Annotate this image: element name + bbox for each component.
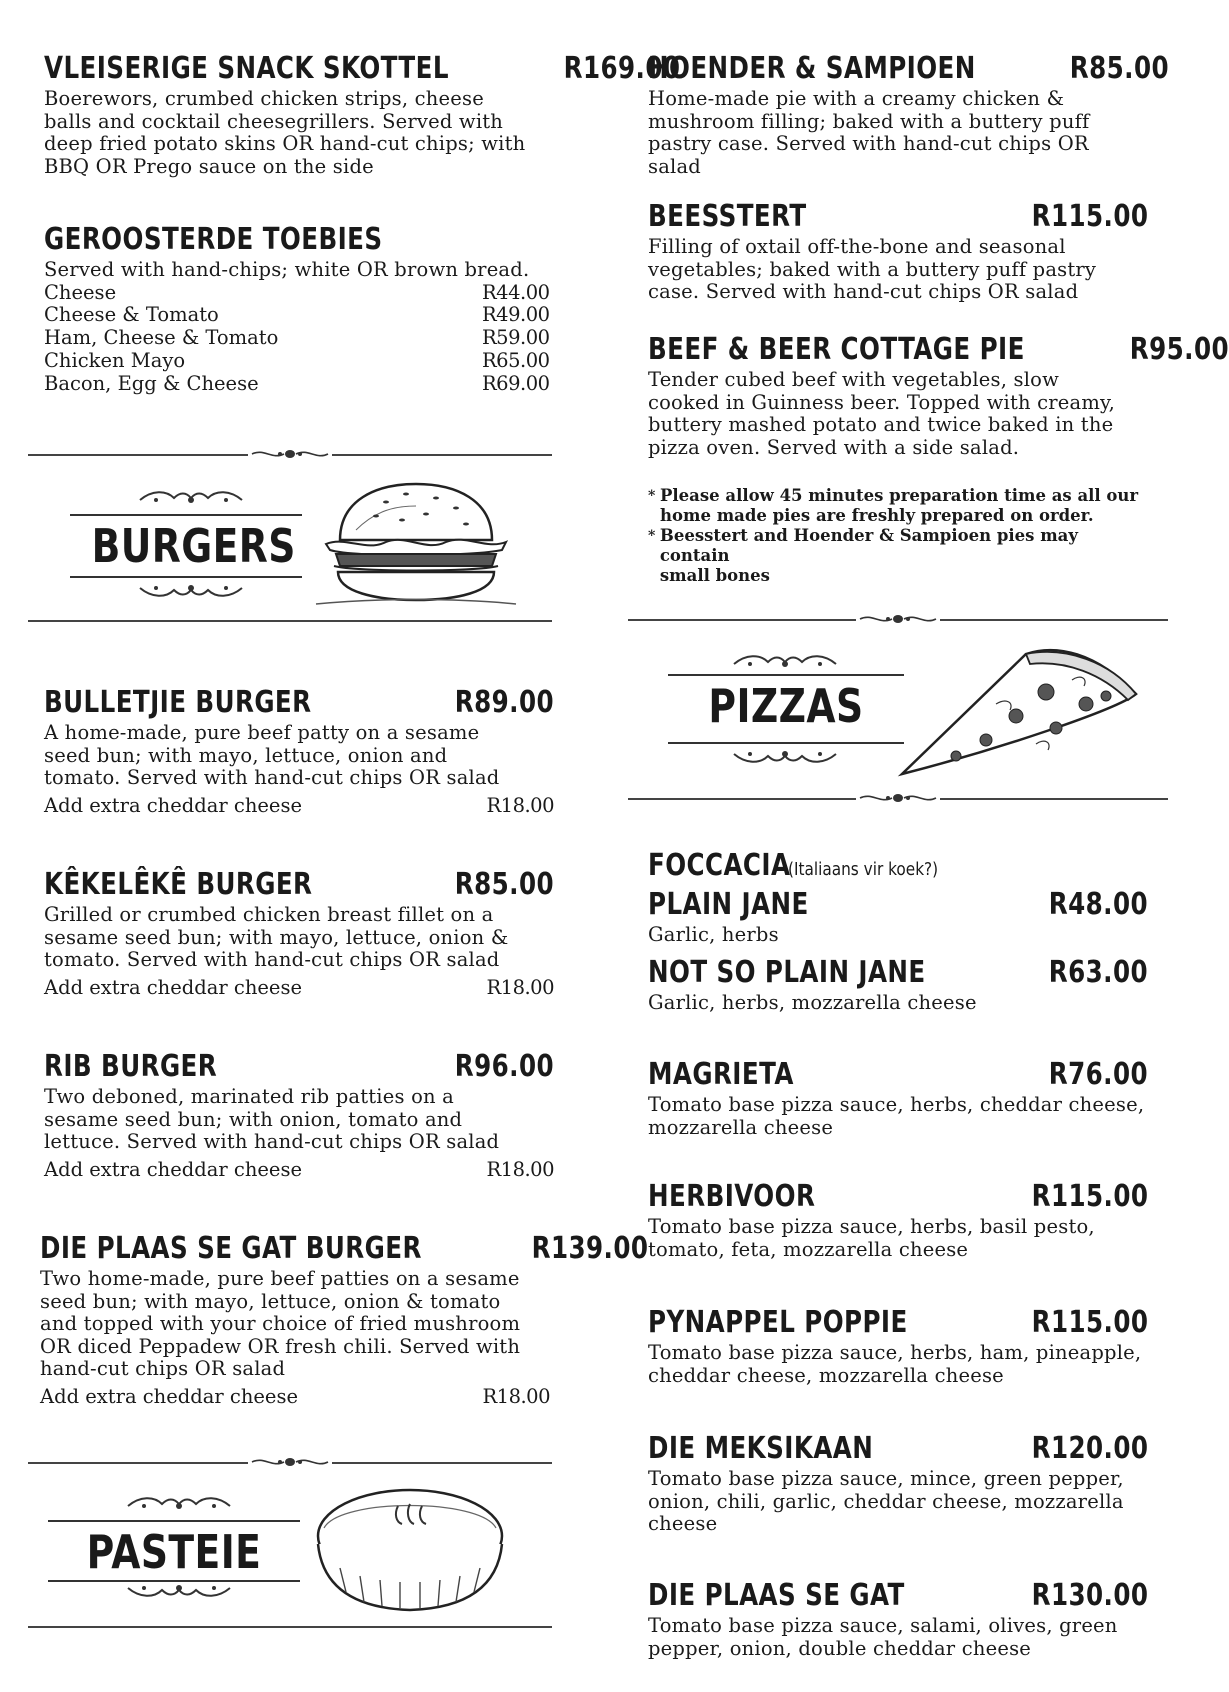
item-description: Home-made pie with a creamy chicken & mushroom filling; baked with a buttery puff pastry case. Served with hand-cut chips OR salad [648, 87, 1090, 178]
option-row: Ham, Cheese & Tomato R59.00 [44, 326, 550, 350]
section-title: BURGERS [91, 519, 296, 573]
flourish-icon [858, 790, 938, 806]
item-name: DIE MEKSIKAAN [648, 1431, 874, 1466]
menu-item-pie [648, 200, 1148, 304]
flourish-icon [250, 446, 330, 462]
item-addon: Add extra cheddar cheese R18.00 [44, 975, 554, 999]
item-description: Tomato base pizza sauce, mince, green pepper, onion, chili, garlic, cheddar cheese, mozzarella cheese [648, 1467, 1124, 1535]
item-description: A home-made, pure beef patty on a sesame seed bun; with mayo, lettuce, onion and tomato. Served with hand-cut chips OR salad [44, 721, 500, 789]
item-description: Tomato base pizza sauce, herbs, ham, pineapple, cheddar cheese, mozzarella cheese [648, 1341, 1142, 1387]
item-description: Filling of oxtail off-the-bone and seasonal vegetables; baked with a buttery puff pastry case. Served with hand-cut chips OR salad [648, 235, 1097, 303]
item-description: Grilled or crumbed chicken breast fillet on a sesame seed bun; with mayo, lettuce, onion & tomato. Served with hand-cut chips OR salad [44, 903, 509, 971]
item-price: R115.00 [1031, 199, 1148, 234]
item-addon: Add extra cheddar cheese R18.00 [44, 1157, 554, 1181]
note: * Please allow 45 minutes preparation time as all our home made pies are freshly prepared on order. [648, 486, 1139, 525]
section-underline [28, 612, 552, 628]
item-price: R63.00 [1048, 955, 1148, 990]
item-price: R130.00 [1031, 1578, 1148, 1613]
item-description: Garlic, herbs, mozzarella cheese [648, 991, 977, 1014]
item-description: Garlic, herbs [648, 923, 779, 946]
item-name: VLEISERIGE SNACK SKOTTEL [44, 51, 449, 86]
section-underline [28, 1618, 552, 1634]
menu-item-pizza [648, 1432, 1148, 1536]
menu-item-pie [648, 332, 1229, 459]
item-description: Tender cubed beef with vegetables, slow cooked in Guinness beer. Topped with creamy, buttery mashed potato and twice baked in the pizza oven. Served with a side salad. [648, 368, 1116, 459]
item-description: Two home-made, pure beef patties on a sesame seed bun; with mayo, lettuce, onion & tomato and topped with your choice of fried mushroom OR diced Peppadew OR fresh chili. Served with hand-cut chips OR salad [40, 1267, 521, 1380]
flourish-icon [858, 611, 938, 627]
item-name: HERBIVOOR [648, 1179, 816, 1214]
burgers-header [70, 488, 310, 596]
item-price: R115.00 [1031, 1179, 1148, 1214]
flourish-icon [136, 488, 246, 508]
menu-item-snack-skottel [44, 51, 681, 178]
item-description: Boerewors, crumbed chicken strips, cheese balls and cocktail cheesegrillers. Served with deep fried potato skins OR hand-cut chips; with BBQ OR Prego sauce on the side [44, 87, 526, 178]
ornament-divider [28, 1454, 552, 1470]
menu-item-burger [44, 686, 554, 818]
item-price: R85.00 [1069, 51, 1169, 86]
item-name: DIE PLAAS SE GAT [648, 1578, 905, 1613]
pizzas-header [668, 652, 904, 762]
item-price: R85.00 [454, 867, 554, 902]
item-name: PYNAPPEL POPPIE [648, 1305, 908, 1340]
menu-item-pizza [648, 1306, 1148, 1387]
flourish-icon [124, 1580, 234, 1600]
menu-item-pizza [648, 1058, 1148, 1139]
foccacia-title: FOCCACIA [648, 848, 791, 883]
item-name: GEROOSTERDE TOEBIES [44, 222, 383, 257]
item-price: R139.00 [531, 1231, 648, 1266]
item-description: Tomato base pizza sauce, herbs, basil pesto, tomato, feta, mozzarella cheese [648, 1215, 1095, 1261]
item-description: Served with hand-chips; white OR brown bread. [44, 258, 530, 281]
item-name: PLAIN JANE [648, 887, 809, 922]
item-description: Two deboned, marinated rib patties on a sesame seed bun; with onion, tomato and lettuce. Served with hand-cut chips OR salad [44, 1085, 500, 1153]
toebies-options [44, 282, 548, 396]
menu-item-pizza [648, 1579, 1148, 1660]
menu-item-toebies [44, 223, 554, 395]
item-name: BEEF & BEER COTTAGE PIE [648, 332, 1025, 367]
pasteie-header [48, 1494, 300, 1598]
foccacia-heading [648, 848, 1148, 883]
flourish-icon [250, 1454, 330, 1470]
pie-illustration [310, 1484, 510, 1620]
menu-item-pizza [648, 1180, 1148, 1261]
item-price: R76.00 [1048, 1057, 1148, 1092]
menu-item-foccacia [648, 956, 1148, 1015]
menu-item-pie [648, 51, 1169, 178]
item-name: NOT SO PLAIN JANE [648, 955, 926, 990]
section-title: PIZZAS [708, 679, 864, 733]
item-price: R48.00 [1048, 887, 1148, 922]
menu-item-foccacia [648, 888, 1148, 947]
menu-item-burger [44, 1050, 554, 1182]
item-name: HOENDER & SAMPIOEN [648, 51, 976, 86]
menu-item-burger [40, 1231, 648, 1409]
ornament-divider [28, 446, 552, 462]
item-name: KÊKELÊKÊ BURGER [44, 867, 313, 902]
item-price: R169.00 [563, 51, 681, 86]
item-price: R89.00 [454, 685, 554, 720]
item-name: RIB BURGER [44, 1049, 218, 1084]
item-price: R120.00 [1031, 1431, 1148, 1466]
option-row: Chicken Mayo R65.00 [44, 348, 550, 372]
item-name: BEESSTERT [648, 199, 807, 234]
item-price: R95.00 [1129, 332, 1229, 367]
item-price: R96.00 [454, 1049, 554, 1084]
flourish-icon [124, 1494, 234, 1514]
item-name: DIE PLAAS SE GAT BURGER [40, 1231, 422, 1266]
note: * Beesstert and Hoender & Sampioen pies may contain small bones [648, 526, 1078, 585]
foccacia-subtitle: (Italiaans vir koek?) [787, 859, 938, 880]
burger-illustration [316, 480, 516, 610]
item-price: R115.00 [1031, 1305, 1148, 1340]
pizza-slice-illustration [896, 640, 1140, 780]
option-row: Cheese & Tomato R49.00 [44, 303, 550, 327]
option-row: Cheese R44.00 [44, 280, 550, 304]
menu-item-burger [44, 868, 554, 1000]
item-addon: Add extra cheddar cheese R18.00 [40, 1384, 550, 1408]
item-description: Tomato base pizza sauce, salami, olives, green pepper, onion, double cheddar cheese [648, 1614, 1118, 1660]
item-name: MAGRIETA [648, 1057, 794, 1092]
section-title: PASTEIE [86, 1525, 262, 1579]
ornament-divider [628, 611, 1168, 627]
item-name: BULLETJIE BURGER [44, 685, 312, 720]
flourish-icon [730, 746, 840, 766]
flourish-icon [730, 652, 840, 672]
item-description: Tomato base pizza sauce, herbs, cheddar cheese, mozzarella cheese [648, 1093, 1145, 1139]
pie-notes [648, 486, 1148, 586]
flourish-icon [136, 580, 246, 600]
ornament-divider [628, 790, 1168, 806]
option-row: Bacon, Egg & Cheese R69.00 [44, 371, 550, 395]
item-addon: Add extra cheddar cheese R18.00 [44, 793, 554, 817]
